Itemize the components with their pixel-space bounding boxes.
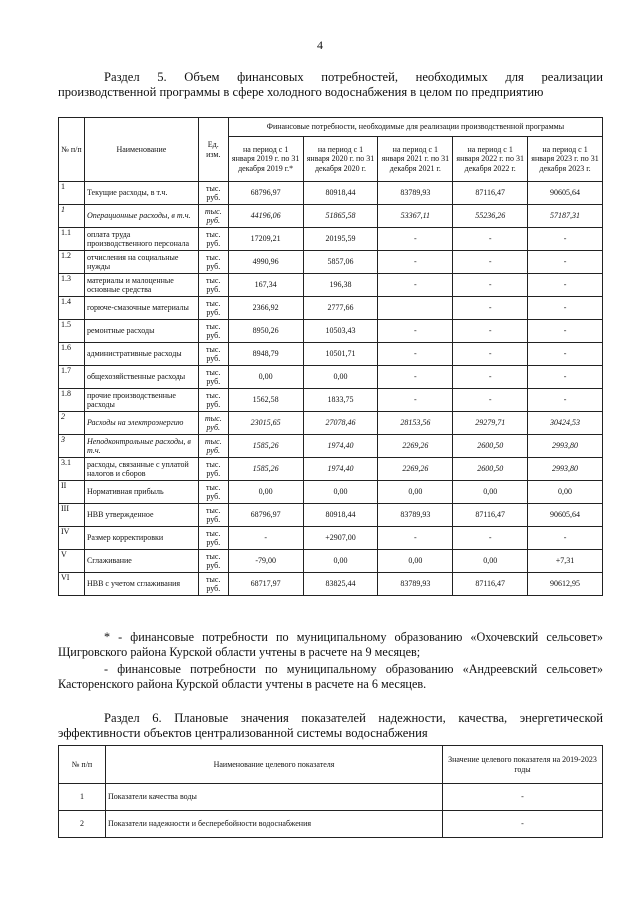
- row-name: Размер корректировки: [84, 527, 198, 550]
- row-name: НВВ утвержденное: [84, 504, 198, 527]
- row-value: 2600,50: [453, 458, 528, 481]
- row-value: 51865,58: [303, 205, 378, 228]
- row-value: -: [378, 251, 453, 274]
- section5-title: Раздел 5. Объем финансовых потребностей, необходимых для реализации производственной программы в сфере холодного водоснабжения в целом по предприятию: [58, 70, 603, 99]
- table-row: [59, 274, 603, 297]
- row-name: Сглаживание: [84, 550, 198, 573]
- row-value: 53367,11: [378, 205, 453, 228]
- table-header-row: [59, 118, 603, 137]
- table-row: [59, 366, 603, 389]
- row-value: -: [453, 389, 528, 412]
- row-value: -: [528, 389, 603, 412]
- table-row: [59, 412, 603, 435]
- header-period-2022: на период с 1 января 2022 г. по 31 декабря 2022 г.: [453, 137, 528, 182]
- row-name: административные расходы: [84, 343, 198, 366]
- row-unit: тыс. руб.: [198, 550, 228, 573]
- row-unit: тыс. руб.: [198, 320, 228, 343]
- table-row: [59, 527, 603, 550]
- row-value: 83789,93: [378, 504, 453, 527]
- row-value: 0,00: [378, 481, 453, 504]
- row-value: 0,00: [453, 550, 528, 573]
- row-value: -: [378, 527, 453, 550]
- table6-row: [59, 811, 603, 838]
- row-value: -: [453, 274, 528, 297]
- row-name: НВВ с учетом сглаживания: [84, 573, 198, 596]
- row-value: -: [528, 320, 603, 343]
- row-unit: тыс. руб.: [198, 435, 228, 458]
- row-value: 1562,58: [228, 389, 303, 412]
- row-value: -: [378, 366, 453, 389]
- row-name: оплата труда производственного персонала: [84, 228, 198, 251]
- footnote-1: * - финансовые потребности по муниципальному образованию «Охочевский сельсовет» Щигровского района Курской области учтены в расчете на 9 месяцев;: [58, 630, 603, 659]
- footnote-2: - финансовые потребности по муниципальному образованию «Андреевский сельсовет» Касторенского района Курской области учтены в расчете на 6 месяцев.: [58, 662, 603, 691]
- row-unit: тыс. руб.: [198, 504, 228, 527]
- row-value: -: [453, 366, 528, 389]
- row-value: 1833,75: [303, 389, 378, 412]
- row-name: Текущие расходы, в т.ч.: [84, 182, 198, 205]
- row-name: расходы, связанные с уплатой налогов и сборов: [84, 458, 198, 481]
- row-value: [378, 297, 453, 320]
- row-num: 1: [59, 182, 85, 205]
- row-value: 68796,97: [228, 504, 303, 527]
- row-unit: тыс. руб.: [198, 205, 228, 228]
- row-value: 0,00: [303, 481, 378, 504]
- section6-title: Раздел 6. Плановые значения показателей надежности, качества, энергетической эффективности объектов централизованной системы водоснабжения: [58, 711, 603, 740]
- row-unit: тыс. руб.: [198, 481, 228, 504]
- row-value: -: [528, 251, 603, 274]
- table-row: [59, 297, 603, 320]
- row-value: -: [528, 274, 603, 297]
- table-row: [59, 343, 603, 366]
- row-value: 20195,59: [303, 228, 378, 251]
- row-value: 90605,64: [528, 182, 603, 205]
- row-num: IV: [59, 527, 85, 550]
- table-row: [59, 251, 603, 274]
- row-unit: тыс. руб.: [198, 527, 228, 550]
- row-value: -: [378, 274, 453, 297]
- row-name: общехозяйственные расходы: [84, 366, 198, 389]
- row-unit: тыс. руб.: [198, 297, 228, 320]
- row-num: 1.5: [59, 320, 85, 343]
- table6-header-value: Значение целевого показателя на 2019-2023 годы: [443, 746, 603, 784]
- row-num: II: [59, 481, 85, 504]
- table6-header-name: Наименование целевого показателя: [106, 746, 443, 784]
- row-name: Нормативная прибыль: [84, 481, 198, 504]
- row-value: 0,00: [453, 481, 528, 504]
- row-value: 2600,50: [453, 435, 528, 458]
- row-value: 17209,21: [228, 228, 303, 251]
- row-unit: тыс. руб.: [198, 412, 228, 435]
- row-value: 8950,26: [228, 320, 303, 343]
- header-period-2021: на период с 1 января 2021 г. по 31 декабря 2021 г.: [378, 137, 453, 182]
- row-unit: тыс. руб.: [198, 343, 228, 366]
- table6-row-num: 1: [59, 784, 106, 811]
- row-value: 0,00: [303, 550, 378, 573]
- row-value: 83825,44: [303, 573, 378, 596]
- row-num: 1.8: [59, 389, 85, 412]
- row-unit: тыс. руб.: [198, 182, 228, 205]
- row-num: 3: [59, 435, 85, 458]
- header-num: № п/п: [59, 118, 85, 182]
- row-value: 27078,46: [303, 412, 378, 435]
- row-num: 1.2: [59, 251, 85, 274]
- row-value: 55236,26: [453, 205, 528, 228]
- row-value: 0,00: [378, 550, 453, 573]
- row-value: -: [453, 320, 528, 343]
- row-value: 90605,64: [528, 504, 603, 527]
- header-period-2023: на период с 1 января 2023 г. по 31 декабря 2023 г.: [528, 137, 603, 182]
- table6-row-value: -: [443, 784, 603, 811]
- row-num: V: [59, 550, 85, 573]
- page-number: 4: [317, 38, 323, 52]
- row-value: +2907,00: [303, 527, 378, 550]
- financial-needs-table: [58, 117, 603, 596]
- row-value: 2993,80: [528, 435, 603, 458]
- row-value: 0,00: [228, 366, 303, 389]
- row-name: отчисления на социальные нужды: [84, 251, 198, 274]
- row-num: 1: [59, 205, 85, 228]
- table6-row-name: Показатели качества воды: [106, 784, 443, 811]
- row-value: -: [528, 297, 603, 320]
- row-value: -: [453, 343, 528, 366]
- table6-row-value: -: [443, 811, 603, 838]
- row-value: -: [378, 389, 453, 412]
- row-num: 1.4: [59, 297, 85, 320]
- row-value: 29279,71: [453, 412, 528, 435]
- row-value: 57187,31: [528, 205, 603, 228]
- header-name: Наименование: [84, 118, 198, 182]
- row-num: 1.6: [59, 343, 85, 366]
- row-value: 2777,66: [303, 297, 378, 320]
- target-indicators-table: [58, 745, 603, 838]
- row-value: 83789,93: [378, 182, 453, 205]
- table-row: [59, 481, 603, 504]
- row-value: -: [528, 366, 603, 389]
- row-name: горюче-смазочные материалы: [84, 297, 198, 320]
- table-row: [59, 182, 603, 205]
- row-num: 3.1: [59, 458, 85, 481]
- row-value: 2366,92: [228, 297, 303, 320]
- table-row: [59, 228, 603, 251]
- row-value: -79,00: [228, 550, 303, 573]
- row-value: 23015,65: [228, 412, 303, 435]
- table-row: [59, 320, 603, 343]
- row-value: -: [453, 251, 528, 274]
- row-value: 83789,93: [378, 573, 453, 596]
- row-unit: тыс. руб.: [198, 228, 228, 251]
- row-unit: тыс. руб.: [198, 251, 228, 274]
- row-value: 1974,40: [303, 458, 378, 481]
- row-name: ремонтные расходы: [84, 320, 198, 343]
- row-num: 1.1: [59, 228, 85, 251]
- row-value: 1585,26: [228, 435, 303, 458]
- row-value: 30424,53: [528, 412, 603, 435]
- table-row: [59, 458, 603, 481]
- row-name: Операционные расходы, в т.ч.: [84, 205, 198, 228]
- row-num: 1.7: [59, 366, 85, 389]
- row-value: 8948,79: [228, 343, 303, 366]
- row-value: -: [378, 228, 453, 251]
- row-num: VI: [59, 573, 85, 596]
- row-value: +7,31: [528, 550, 603, 573]
- row-value: 0,00: [228, 481, 303, 504]
- row-value: 10503,43: [303, 320, 378, 343]
- row-value: 68796,97: [228, 182, 303, 205]
- table-row: [59, 435, 603, 458]
- row-value: 1974,40: [303, 435, 378, 458]
- table-row: [59, 389, 603, 412]
- row-value: 1585,26: [228, 458, 303, 481]
- row-value: 87116,47: [453, 573, 528, 596]
- table-row: [59, 205, 603, 228]
- row-value: 28153,56: [378, 412, 453, 435]
- row-value: 4990,96: [228, 251, 303, 274]
- header-group: Финансовые потребности, необходимые для реализации производственной программы: [228, 118, 602, 137]
- row-name: Неподконтрольные расходы, в т.ч.: [84, 435, 198, 458]
- row-value: 2269,26: [378, 458, 453, 481]
- row-value: 0,00: [528, 481, 603, 504]
- row-value: -: [453, 527, 528, 550]
- row-num: 1.3: [59, 274, 85, 297]
- row-value: 87116,47: [453, 504, 528, 527]
- table-row: [59, 573, 603, 596]
- row-value: 68717,97: [228, 573, 303, 596]
- row-unit: тыс. руб.: [198, 274, 228, 297]
- table6-header-row: [59, 746, 603, 784]
- row-value: -: [528, 228, 603, 251]
- row-value: 44196,06: [228, 205, 303, 228]
- header-period-2020: на период с 1 января 2020 г. по 31 декабря 2020 г.: [303, 137, 378, 182]
- row-unit: тыс. руб.: [198, 389, 228, 412]
- row-value: 5857,06: [303, 251, 378, 274]
- header-unit: Ед. изм.: [198, 118, 228, 182]
- row-value: 87116,47: [453, 182, 528, 205]
- row-value: 2993,80: [528, 458, 603, 481]
- row-value: -: [528, 527, 603, 550]
- row-value: -: [528, 343, 603, 366]
- row-unit: тыс. руб.: [198, 366, 228, 389]
- table6-row-name: Показатели надежности и бесперебойности водоснабжения: [106, 811, 443, 838]
- table6-row-num: 2: [59, 811, 106, 838]
- row-value: -: [228, 527, 303, 550]
- row-name: Расходы на электроэнергию: [84, 412, 198, 435]
- row-name: прочие производственные расходы: [84, 389, 198, 412]
- table-row: [59, 504, 603, 527]
- row-value: 10501,71: [303, 343, 378, 366]
- row-value: 90612,95: [528, 573, 603, 596]
- row-unit: тыс. руб.: [198, 573, 228, 596]
- row-value: 2269,26: [378, 435, 453, 458]
- row-name: материалы и малоценные основные средства: [84, 274, 198, 297]
- row-value: -: [453, 297, 528, 320]
- table-row: [59, 550, 603, 573]
- row-value: 80918,44: [303, 182, 378, 205]
- table6-row: [59, 784, 603, 811]
- header-period-2019: на период с 1 января 2019 г. по 31 декабря 2019 г.*: [228, 137, 303, 182]
- row-value: -: [378, 320, 453, 343]
- row-value: 0,00: [303, 366, 378, 389]
- row-value: -: [453, 228, 528, 251]
- row-value: 80918,44: [303, 504, 378, 527]
- row-num: III: [59, 504, 85, 527]
- row-num: 2: [59, 412, 85, 435]
- row-value: 196,38: [303, 274, 378, 297]
- row-value: 167,34: [228, 274, 303, 297]
- row-unit: тыс. руб.: [198, 458, 228, 481]
- row-value: -: [378, 343, 453, 366]
- table6-header-num: № п/п: [59, 746, 106, 784]
